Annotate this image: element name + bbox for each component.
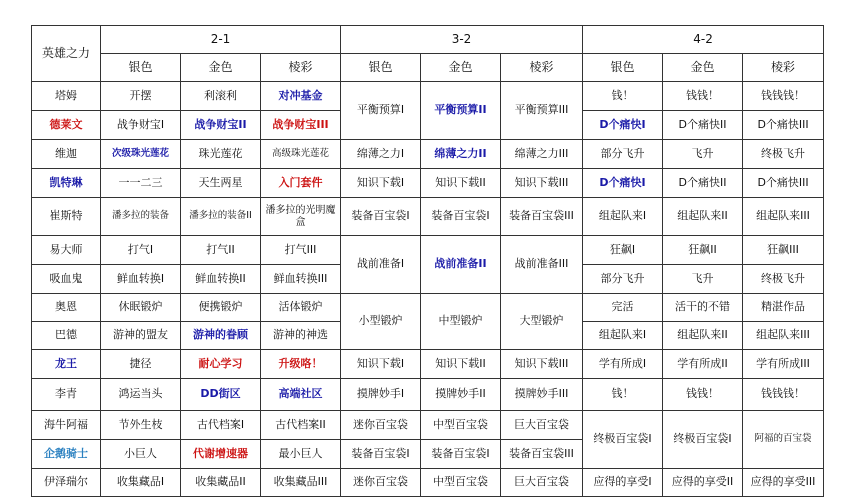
augment-cell: 巨大百宝袋 bbox=[501, 411, 583, 440]
augment-cell: 高级珠光莲花 bbox=[261, 140, 341, 169]
tier-header: 银色 bbox=[583, 54, 663, 82]
augment-cell: 终极百宝袋I bbox=[583, 411, 663, 469]
tier-header: 棱彩 bbox=[261, 54, 341, 82]
augment-cell: 完活 bbox=[583, 294, 663, 322]
augment-cell: 收集藏品II bbox=[181, 469, 261, 497]
augment-cell: 一一二三 bbox=[101, 169, 181, 198]
augment-cell: D个痛快I bbox=[583, 111, 663, 140]
augment-cell: D个痛快II bbox=[663, 169, 743, 198]
augment-cell: 小型锻炉 bbox=[341, 294, 421, 350]
augment-cell: 绵薄之力III bbox=[501, 140, 583, 169]
hero-name: 德莱文 bbox=[32, 111, 101, 140]
augment-cell: 潘多拉的光明魔盒 bbox=[261, 198, 341, 236]
augment-cell: 古代档案I bbox=[181, 411, 261, 440]
augment-cell: 珠光莲花 bbox=[181, 140, 261, 169]
augment-cell: 学有所成II bbox=[663, 350, 743, 379]
augment-cell: 耐心学习 bbox=[181, 350, 261, 379]
hero-name: 龙王 bbox=[32, 350, 101, 379]
augment-cell: 高端社区 bbox=[261, 379, 341, 411]
augment-cell: 绵薄之力II bbox=[421, 140, 501, 169]
augment-cell: 对冲基金 bbox=[261, 82, 341, 111]
augment-cell: D个痛快I bbox=[583, 169, 663, 198]
augment-cell: 活干的不错 bbox=[663, 294, 743, 322]
augment-cell: 鲜血转换I bbox=[101, 265, 181, 294]
tier-header: 银色 bbox=[101, 54, 181, 82]
augment-cell: 便携锻炉 bbox=[181, 294, 261, 322]
augment-cell: 潘多拉的装备 bbox=[101, 198, 181, 236]
augment-cell: 收集藏品I bbox=[101, 469, 181, 497]
stage-header-3-2: 3-2 bbox=[341, 26, 583, 54]
hero-name: 奥恩 bbox=[32, 294, 101, 322]
augment-cell: 天生两星 bbox=[181, 169, 261, 198]
augment-cell: 装备百宝袋III bbox=[501, 198, 583, 236]
augment-cell: 应得的享受III bbox=[743, 469, 824, 497]
hero-name: 凯特琳 bbox=[32, 169, 101, 198]
augment-cell: D个痛快III bbox=[743, 111, 824, 140]
augment-cell: 飞升 bbox=[663, 265, 743, 294]
augment-cell: 钱钱钱！ bbox=[743, 379, 824, 411]
augment-cell: 收集藏品III bbox=[261, 469, 341, 497]
tier-header: 银色 bbox=[341, 54, 421, 82]
augment-cell: 终极飞升 bbox=[743, 140, 824, 169]
stage-header-4-2: 4-2 bbox=[583, 26, 824, 54]
augment-cell: 终极飞升 bbox=[743, 265, 824, 294]
augment-cell: 知识下载III bbox=[501, 169, 583, 198]
corner-header: 英雄之力 bbox=[32, 26, 101, 82]
augment-cell: 阿福的百宝袋 bbox=[743, 411, 824, 469]
augment-cell: 鲜血转换II bbox=[181, 265, 261, 294]
augment-cell: 组起队来II bbox=[663, 198, 743, 236]
augment-cell: 大型锻炉 bbox=[501, 294, 583, 350]
augment-cell: 鸿运当头 bbox=[101, 379, 181, 411]
augment-cell: D个痛快II bbox=[663, 111, 743, 140]
augment-cell: 中型百宝袋 bbox=[421, 469, 501, 497]
augment-cell: 平衡预算III bbox=[501, 82, 583, 140]
augment-cell: 战前准备II bbox=[421, 236, 501, 294]
augment-cell: 平衡预算II bbox=[421, 82, 501, 140]
augment-cell: 装备百宝袋I bbox=[421, 440, 501, 469]
augment-cell: D个痛快III bbox=[743, 169, 824, 198]
augment-cell: 知识下载II bbox=[421, 350, 501, 379]
augment-cell: 小巨人 bbox=[101, 440, 181, 469]
hero-name: 伊泽瑞尔 bbox=[32, 469, 101, 497]
augment-cell: 知识下载I bbox=[341, 169, 421, 198]
hero-name: 企鹅骑士 bbox=[32, 440, 101, 469]
augment-cell: 代谢增速器 bbox=[181, 440, 261, 469]
augment-cell: 精湛作品 bbox=[743, 294, 824, 322]
hero-name: 李青 bbox=[32, 379, 101, 411]
augment-cell: 迷你百宝袋 bbox=[341, 469, 421, 497]
augment-cell: 入门套件 bbox=[261, 169, 341, 198]
hero-name: 易大师 bbox=[32, 236, 101, 265]
augment-cell: 中型百宝袋 bbox=[421, 411, 501, 440]
augment-cell: 组起队来III bbox=[743, 198, 824, 236]
stage-header-2-1: 2-1 bbox=[101, 26, 341, 54]
tier-header: 金色 bbox=[663, 54, 743, 82]
hero-name: 崔斯特 bbox=[32, 198, 101, 236]
augment-cell: 巨大百宝袋 bbox=[501, 469, 583, 497]
augment-cell: 游神的神选 bbox=[261, 322, 341, 350]
augment-cell: 学有所成I bbox=[583, 350, 663, 379]
augment-cell: 钱钱钱！ bbox=[743, 82, 824, 111]
tier-header: 金色 bbox=[421, 54, 501, 82]
augment-cell: 钱钱！ bbox=[663, 82, 743, 111]
augment-cell: 装备百宝袋III bbox=[501, 440, 583, 469]
augment-cell: 打气II bbox=[181, 236, 261, 265]
augment-cell: 战争财宝I bbox=[101, 111, 181, 140]
augment-table bbox=[31, 25, 824, 497]
augment-cell: 飞升 bbox=[663, 140, 743, 169]
augment-cell: 战争财宝II bbox=[181, 111, 261, 140]
augment-cell: 战争财宝III bbox=[261, 111, 341, 140]
augment-cell: 战前准备I bbox=[341, 236, 421, 294]
augment-cell: 应得的享受I bbox=[583, 469, 663, 497]
hero-name: 巴德 bbox=[32, 322, 101, 350]
augment-cell: 潘多拉的装备II bbox=[181, 198, 261, 236]
augment-cell: 组起队来I bbox=[583, 322, 663, 350]
augment-cell: 古代档案II bbox=[261, 411, 341, 440]
augment-cell: 装备百宝袋I bbox=[421, 198, 501, 236]
augment-cell: 摸牌妙手I bbox=[341, 379, 421, 411]
augment-cell: 钱！ bbox=[583, 379, 663, 411]
augment-cell: 狂飙I bbox=[583, 236, 663, 265]
augment-cell: 组起队来III bbox=[743, 322, 824, 350]
augment-cell: 学有所成III bbox=[743, 350, 824, 379]
augment-cell: 鲜血转换III bbox=[261, 265, 341, 294]
tier-header: 棱彩 bbox=[501, 54, 583, 82]
augment-cell: 装备百宝袋I bbox=[341, 198, 421, 236]
augment-cell: 休眠锻炉 bbox=[101, 294, 181, 322]
augment-cell: 游神的眷顾 bbox=[181, 322, 261, 350]
hero-name: 塔姆 bbox=[32, 82, 101, 111]
augment-cell: 中型锻炉 bbox=[421, 294, 501, 350]
augment-cell: 活体锻炉 bbox=[261, 294, 341, 322]
augment-cell: 组起队来II bbox=[663, 322, 743, 350]
augment-cell: 绵薄之力I bbox=[341, 140, 421, 169]
hero-name: 吸血鬼 bbox=[32, 265, 101, 294]
augment-cell: 钱钱！ bbox=[663, 379, 743, 411]
augment-cell: 狂飙II bbox=[663, 236, 743, 265]
augment-cell: 节外生枝 bbox=[101, 411, 181, 440]
augment-cell: 最小巨人 bbox=[261, 440, 341, 469]
augment-cell: 应得的享受II bbox=[663, 469, 743, 497]
tier-header: 棱彩 bbox=[743, 54, 824, 82]
hero-name: 维迦 bbox=[32, 140, 101, 169]
augment-cell: DD街区 bbox=[181, 379, 261, 411]
augment-cell: 打气I bbox=[101, 236, 181, 265]
augment-cell: 知识下载I bbox=[341, 350, 421, 379]
augment-cell: 次级珠光莲花 bbox=[101, 140, 181, 169]
augment-cell: 组起队来I bbox=[583, 198, 663, 236]
augment-cell: 打气III bbox=[261, 236, 341, 265]
augment-cell: 游神的盟友 bbox=[101, 322, 181, 350]
augment-cell: 摸牌妙手III bbox=[501, 379, 583, 411]
augment-cell: 迷你百宝袋 bbox=[341, 411, 421, 440]
augment-cell: 平衡预算I bbox=[341, 82, 421, 140]
augment-cell: 部分飞升 bbox=[583, 265, 663, 294]
augment-cell: 钱！ bbox=[583, 82, 663, 111]
augment-cell: 狂飙III bbox=[743, 236, 824, 265]
augment-cell: 升级咯！ bbox=[261, 350, 341, 379]
augment-cell: 装备百宝袋I bbox=[341, 440, 421, 469]
augment-cell: 战前准备III bbox=[501, 236, 583, 294]
tier-header: 金色 bbox=[181, 54, 261, 82]
augment-cell: 摸牌妙手II bbox=[421, 379, 501, 411]
augment-cell: 终极百宝袋I bbox=[663, 411, 743, 469]
augment-cell: 利滚利 bbox=[181, 82, 261, 111]
hero-name: 海牛阿福 bbox=[32, 411, 101, 440]
augment-cell: 开摆 bbox=[101, 82, 181, 111]
augment-cell: 捷径 bbox=[101, 350, 181, 379]
augment-cell: 部分飞升 bbox=[583, 140, 663, 169]
augment-cell: 知识下载III bbox=[501, 350, 583, 379]
augment-cell: 知识下载II bbox=[421, 169, 501, 198]
